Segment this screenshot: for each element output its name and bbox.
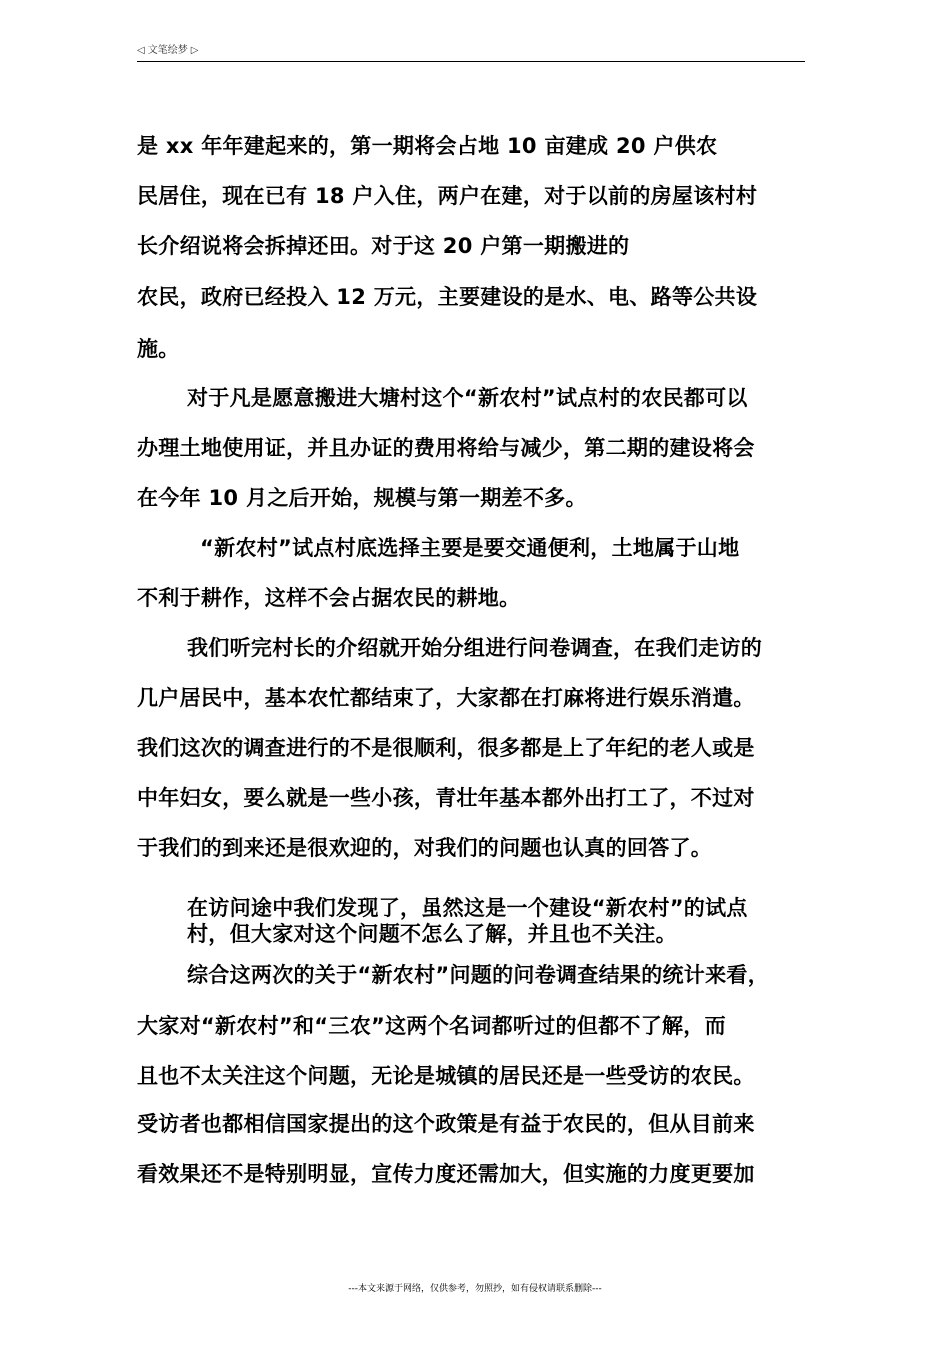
text-line: 长介绍说将会拆掉还田。对于这 20 户第一期搬进的 [137, 234, 630, 258]
page-header [137, 44, 198, 58]
text-line: “新农村”试点村底选择主要是要交通便利，土地属于山地 [200, 536, 740, 560]
text-line: 我们听完村长的介绍就开始分组进行问卷调查，在我们走访的 [187, 636, 763, 660]
text-line: 对于凡是愿意搬进大塘村这个“新农村”试点村的农民都可以 [187, 386, 748, 410]
header-divider [137, 61, 805, 62]
text-line: 施。 [137, 337, 180, 361]
text-line: 看效果还不是特别明显，宣传力度还需加大，但实施的力度更要加 [137, 1162, 755, 1186]
text-line: 于我们的到来还是很欢迎的，对我们的问题也认真的回答了。 [137, 836, 713, 860]
right-triangle-icon: ▷ [190, 45, 199, 56]
text-line: 大家对“新农村”和“三农”这两个名词都听过的但都不了解，而 [137, 1014, 726, 1038]
text-line: 几户居民中，基本农忙都结束了，大家都在打麻将进行娱乐消遣。 [137, 686, 755, 710]
text-line: 在访问途中我们发现了，虽然这是一个建设“新农村”的试点 [187, 896, 748, 920]
text-line: 村，但大家对这个问题不怎么了解，并且也不关注。 [187, 922, 677, 946]
text-line: 农民，政府已经投入 12 万元，主要建设的是水、电、路等公共设 [137, 285, 758, 309]
text-line: 民居住，现在已有 18 户入住，两户在建，对于以前的房屋该村村 [137, 184, 758, 208]
text-line: 办理土地使用证，并且办证的费用将给与减少，第二期的建设将会 [137, 436, 755, 460]
text-line: 受访者也都相信国家提出的这个政策是有益于农民的，但从目前来 [137, 1112, 755, 1136]
page-footer-disclaimer: ---本文来源于网络，仅供参考，勿照抄，如有侵权请联系删除--- [348, 1284, 602, 1294]
text-line: 在今年 10 月之后开始，规模与第一期差不多。 [137, 486, 587, 510]
text-line: 综合这两次的关于“新农村”问题的问卷调查结果的统计来看， [187, 963, 770, 987]
text-line: 是 xx 年年建起来的，第一期将会占地 10 亩建成 20 户供农 [137, 134, 718, 158]
text-line: 且也不太关注这个问题，无论是城镇的居民还是一些受访的农民。 [137, 1064, 755, 1088]
text-line: 不利于耕作，这样不会占据农民的耕地。 [137, 586, 521, 610]
text-line: 中年妇女，要么就是一些小孩，青壮年基本都外出打工了，不过对 [137, 786, 755, 810]
text-line: 我们这次的调查进行的不是很顺利，很多都是上了年纪的老人或是 [137, 736, 755, 760]
left-triangle-icon: ◁ [137, 45, 145, 56]
header-title: 文笔绘梦 [147, 45, 188, 56]
